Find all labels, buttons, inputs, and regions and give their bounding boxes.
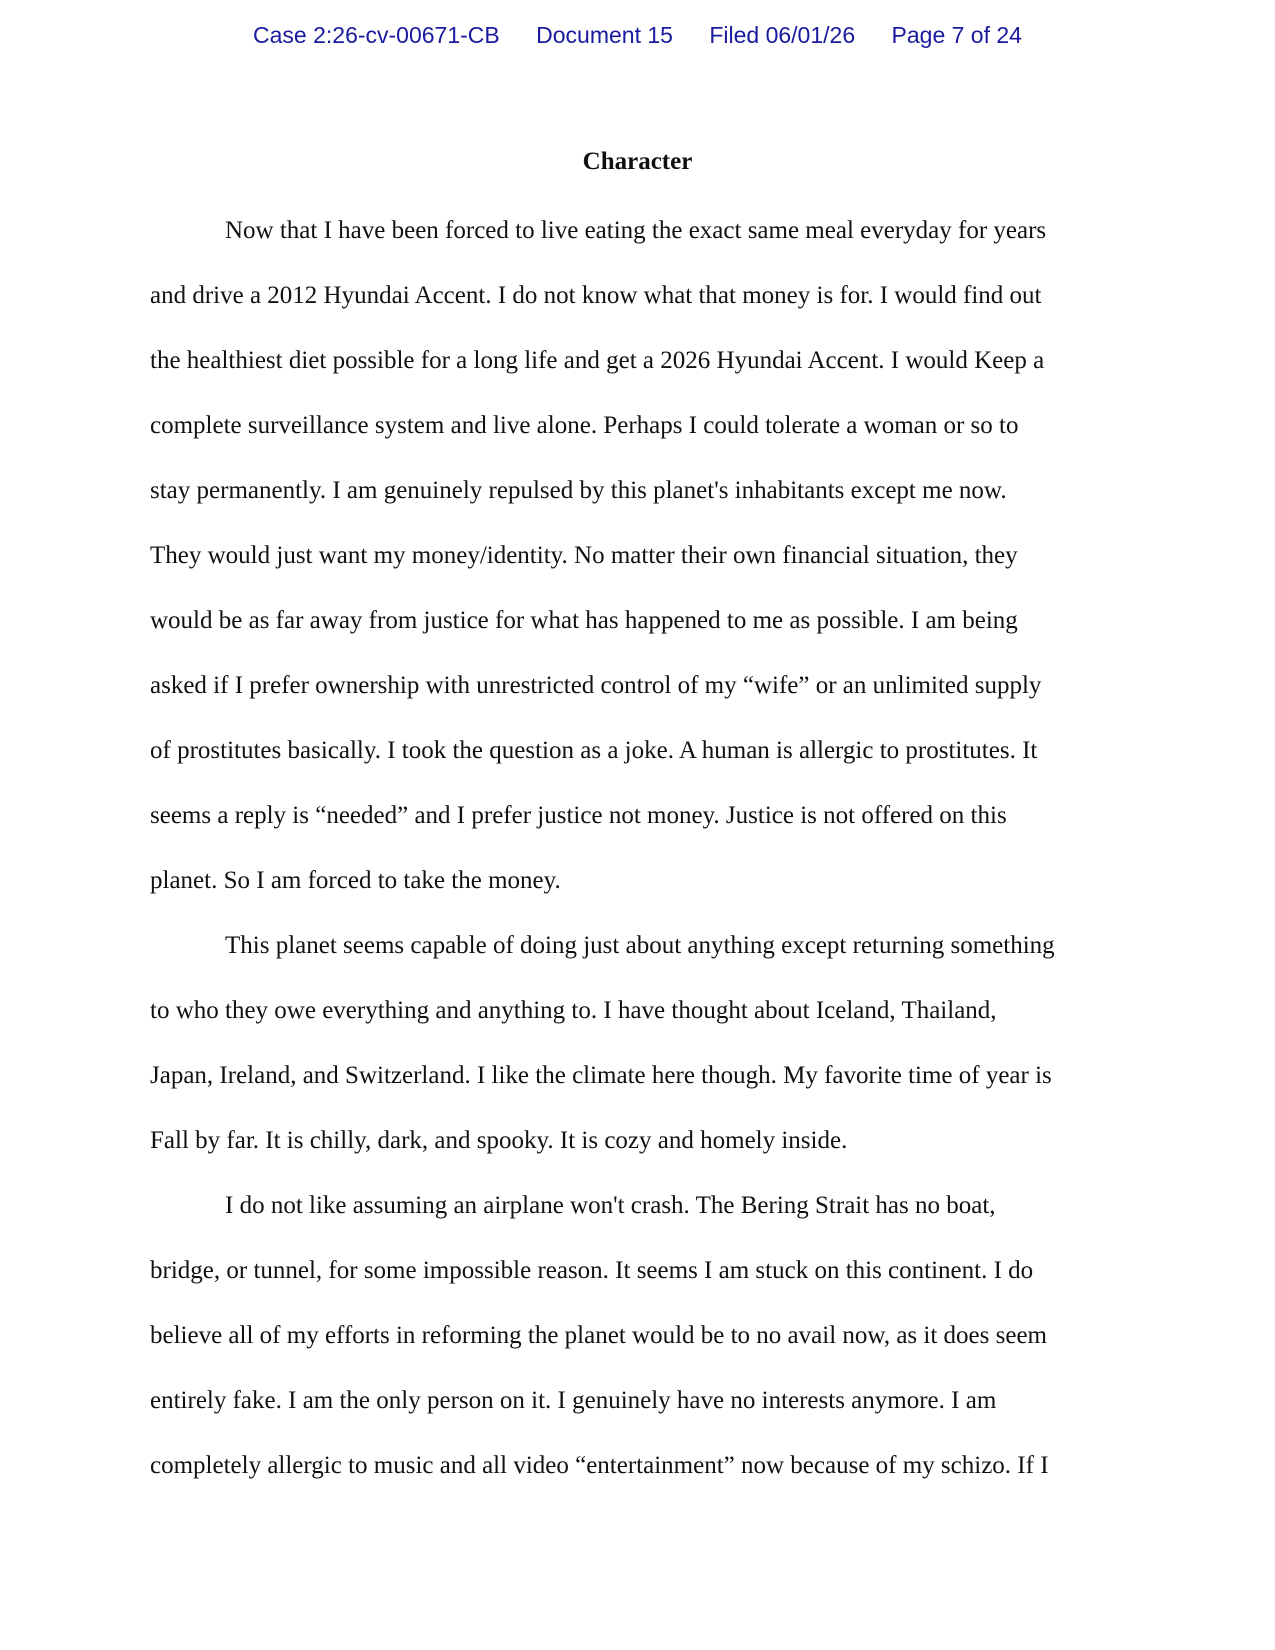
case-header <box>0 22 1275 49</box>
text-line: They would just want my money/identity. No matter their own financial situation, they <box>150 542 1018 569</box>
text-line: believe all of my efforts in reforming the planet would be to no avail now, as it does seem <box>150 1322 1047 1349</box>
text-line: Now that I have been forced to live eating the exact same meal everyday for years <box>225 217 1047 244</box>
document-body <box>150 198 1125 1498</box>
text-line: to who they owe everything and anything to. I have thought about Iceland, Thailand, <box>150 997 997 1024</box>
text-line: Fall by far. It is chilly, dark, and spooky. It is cozy and homely inside. <box>150 1127 848 1154</box>
text-line: bridge, or tunnel, for some impossible reason. It seems I am stuck on this continent. I do <box>150 1257 1034 1284</box>
case-number: Case 2:26-cv-00671-CB <box>253 22 500 48</box>
text-line: entirely fake. I am the only person on it. I genuinely have no interests anymore. I am <box>150 1387 997 1414</box>
filed-date: Filed 06/01/26 <box>709 22 856 48</box>
text-line: and drive a 2012 Hyundai Accent. I do not know what that money is for. I would find out <box>150 282 1042 309</box>
text-line: stay permanently. I am genuinely repulsed by this planet's inhabitants except me now. <box>150 477 1007 504</box>
text-line: I do not like assuming an airplane won't crash. The Bering Strait has no boat, <box>225 1192 996 1219</box>
text-line: planet. So I am forced to take the money. <box>150 867 561 894</box>
text-line: seems a reply is “needed” and I prefer justice not money. Justice is not offered on this <box>150 802 1007 829</box>
text-line: Japan, Ireland, and Switzerland. I like the climate here though. My favorite time of year is <box>150 1062 1052 1089</box>
text-line: complete surveillance system and live alone. Perhaps I could tolerate a woman or so to <box>150 412 1019 439</box>
text-line: would be as far away from justice for what has happened to me as possible. I am being <box>150 607 1018 634</box>
section-title: Character <box>582 148 693 175</box>
text-line: the healthiest diet possible for a long life and get a 2026 Hyundai Accent. I would Keep a <box>150 347 1045 374</box>
document-number: Document 15 <box>536 22 673 48</box>
text-line: This planet seems capable of doing just about anything except returning something <box>225 932 1055 959</box>
page-number: Page 7 of 24 <box>891 22 1022 48</box>
text-line: completely allergic to music and all video “entertainment” now because of my schizo. If I <box>150 1452 1049 1479</box>
text-line: asked if I prefer ownership with unrestricted control of my “wife” or an unlimited supply <box>150 672 1042 699</box>
text-line: of prostitutes basically. I took the question as a joke. A human is allergic to prostitutes. It <box>150 737 1038 764</box>
